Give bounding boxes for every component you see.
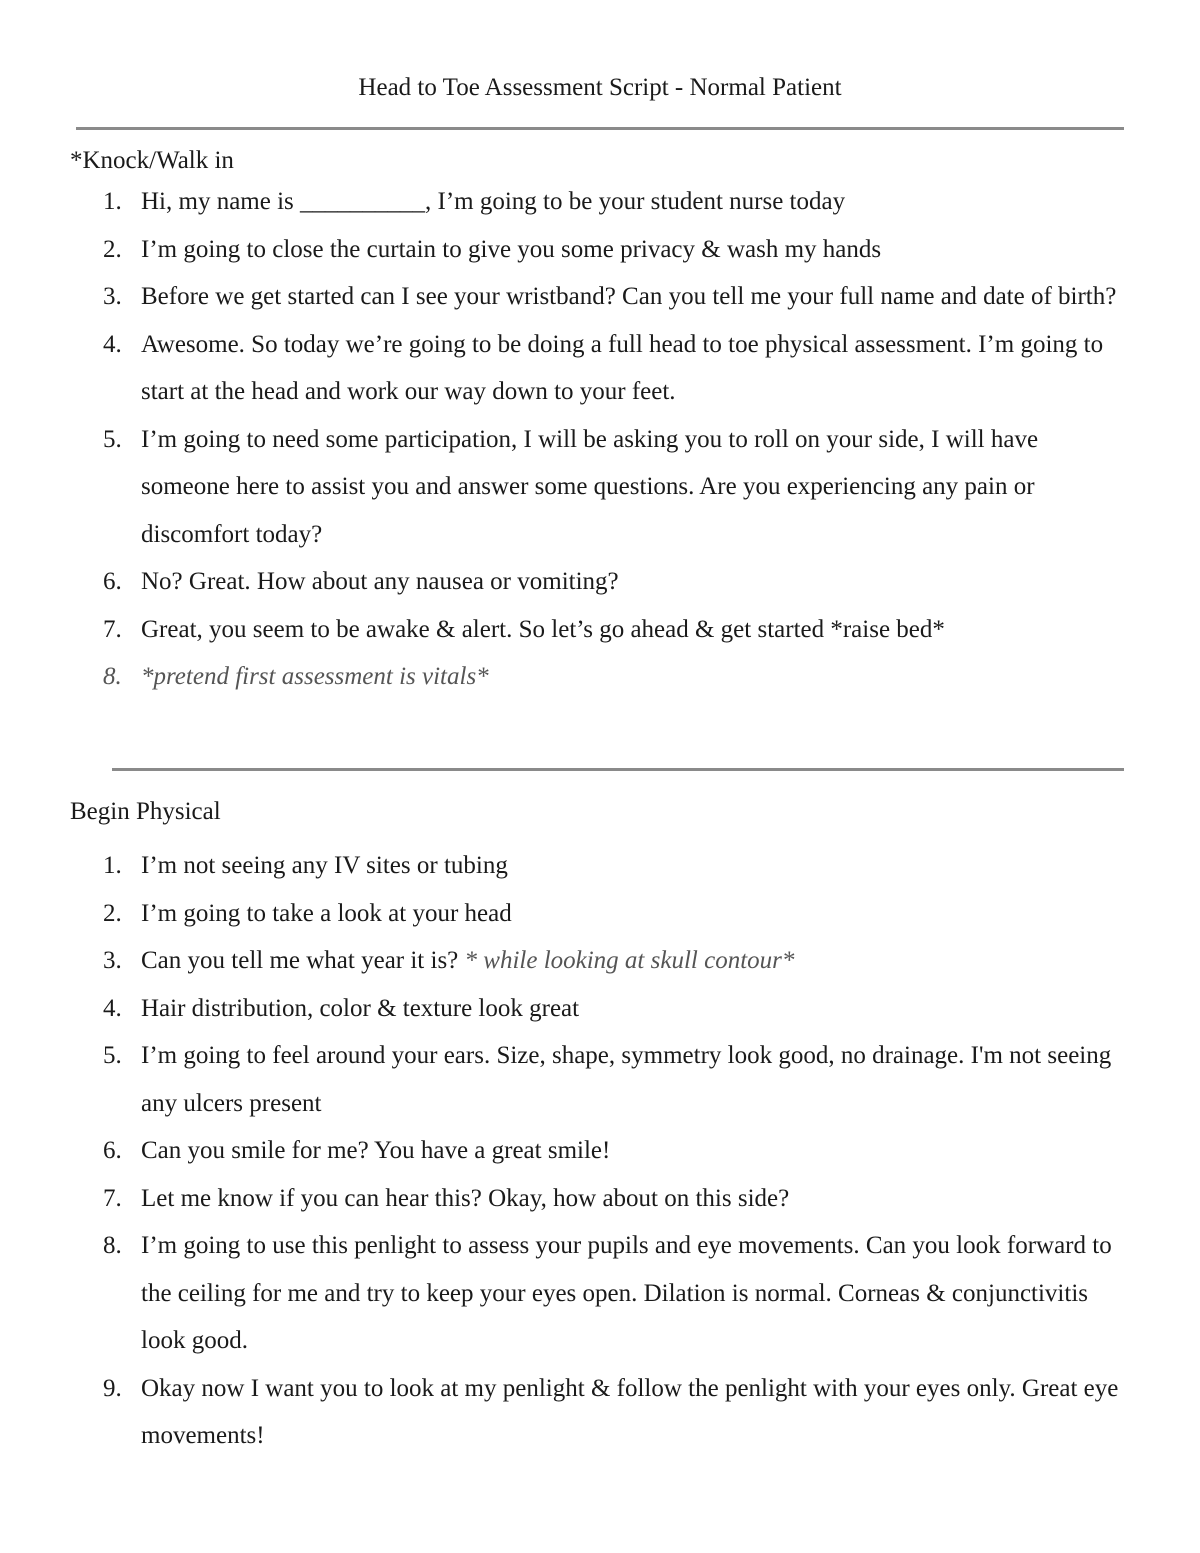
item-number: 2.: [103, 235, 122, 263]
item-text: Can you smile for me? You have a great smile!: [141, 1137, 611, 1164]
item-number: 5.: [103, 425, 122, 453]
item-text: *pretend first assessment is vitals*: [141, 663, 489, 690]
item-text: Okay now I want you to look at my penlight & follow the penlight with your eyes only. Great eye movements!: [141, 1374, 1119, 1449]
item-text: I’m going to use this penlight to assess your pupils and eye movements. Can you look forward to the ceiling for me and try to keep your eyes open. Dilation is normal. Corneas & conjunctivitis look good.: [141, 1232, 1112, 1354]
item-text: I’m not seeing any IV sites or tubing: [141, 852, 508, 879]
list-item: [70, 321, 1132, 416]
divider-middle: [112, 768, 1124, 771]
list-item: [70, 1127, 1132, 1175]
list-item: [70, 178, 1132, 226]
item-text: Awesome. So today we’re going to be doing a full head to toe physical assessment. I’m going to start at the head and work our way down to your feet.: [141, 330, 1104, 405]
item-text: Can you tell me what year it is?: [141, 947, 459, 974]
list-item: [70, 606, 1132, 654]
list-item: [70, 226, 1132, 274]
item-number: 6.: [103, 568, 122, 595]
item-text: Hi, my name is __________, I’m going to be your student nurse today: [141, 188, 846, 215]
item-number: 7.: [103, 615, 122, 643]
item-text: I’m going to take a look at your head: [141, 899, 512, 927]
section-heading-knock-walk-in: *Knock/Walk in: [70, 147, 234, 174]
divider-top: [76, 127, 1124, 130]
item-number: 8.: [103, 663, 122, 690]
list-item: [70, 1365, 1132, 1460]
list-item: [70, 653, 1132, 701]
knock-walk-in-list: [70, 178, 1132, 701]
begin-physical-list: [70, 842, 1132, 1460]
list-item: [70, 890, 1132, 938]
item-number: 3.: [103, 283, 122, 310]
item-text: I’m going to close the curtain to give you some privacy & wash my hands: [141, 235, 882, 263]
list-item: [70, 416, 1132, 559]
list-item: [70, 1032, 1132, 1127]
list-item: [70, 842, 1132, 890]
section-heading-begin-physical: Begin Physical: [70, 798, 221, 825]
list-item: [70, 937, 1132, 985]
item-number: 3.: [103, 947, 122, 974]
item-text: I’m going to need some participation, I will be asking you to roll on your side, I will have someone here to assist you and answer some questions. Are you experiencing any pain or discomfort today?: [141, 425, 1039, 548]
list-item: [70, 273, 1132, 321]
item-note: * while looking at skull contour*: [464, 947, 795, 974]
list-item: [70, 1175, 1132, 1223]
item-text: Hair distribution, color & texture look great: [141, 994, 580, 1022]
item-number: 2.: [103, 899, 122, 927]
item-number: 5.: [103, 1042, 122, 1069]
item-text: Before we get started can I see your wristband? Can you tell me your full name and date of birth?: [141, 283, 1117, 310]
item-number: 6.: [103, 1137, 122, 1164]
item-text: No? Great. How about any nausea or vomiting?: [141, 568, 619, 595]
list-item: [70, 985, 1132, 1033]
item-text: Let me know if you can hear this? Okay, how about on this side?: [141, 1184, 790, 1212]
item-text: I’m going to feel around your ears. Size, shape, symmetry look good, no drainage. I'm not seeing any ulcers present: [141, 1042, 1112, 1117]
item-number: 9.: [103, 1374, 122, 1402]
item-text: Great, you seem to be awake & alert. So let’s go ahead & get started *raise bed*: [141, 615, 945, 643]
item-number: 1.: [103, 188, 122, 215]
item-number: 8.: [103, 1232, 122, 1259]
item-number: 4.: [103, 994, 122, 1022]
page-title: Head to Toe Assessment Script - Normal Patient: [358, 74, 842, 101]
item-number: 1.: [103, 852, 122, 879]
list-item: [70, 1222, 1132, 1365]
list-item: [70, 558, 1132, 606]
item-number: 7.: [103, 1184, 122, 1212]
item-number: 4.: [103, 330, 122, 358]
